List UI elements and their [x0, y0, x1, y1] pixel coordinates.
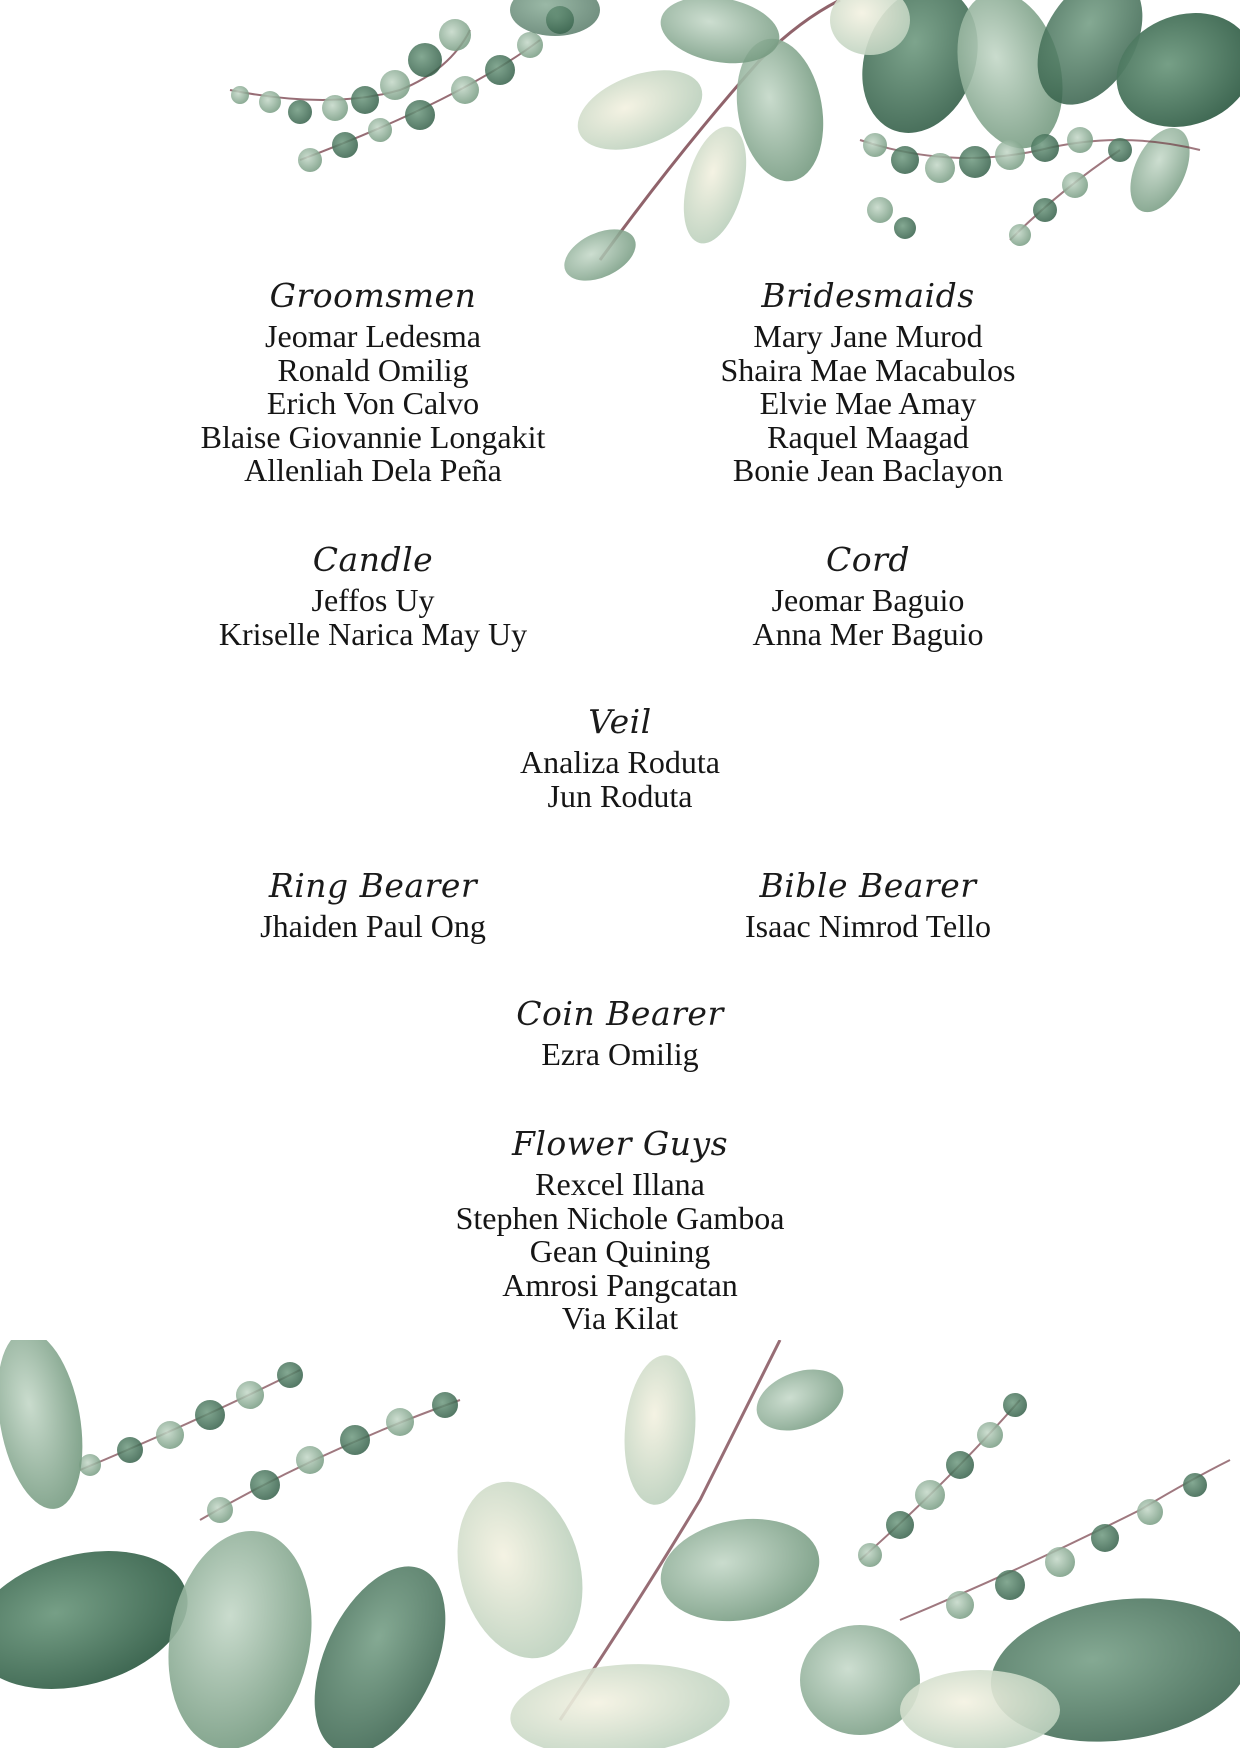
ring-bearer-section	[123, 866, 623, 944]
cord-sponsor-name: Jeomar Baguio	[771, 582, 965, 618]
flower-guys-list	[370, 1168, 870, 1336]
flower-guy-name: Via Kilat	[561, 1300, 679, 1336]
groomsmen-list	[123, 320, 623, 488]
bridesmaids-section	[618, 276, 1118, 488]
flower-guy-name: Amrosi Pangcatan	[502, 1266, 738, 1303]
groomsman-name: Allenliah Dela Peña	[244, 452, 502, 488]
cord-section	[618, 540, 1118, 651]
bible-bearer-name: Isaac Nimrod Tello	[745, 908, 991, 944]
bridesmaid-name: Raquel Maagad	[767, 418, 969, 455]
flower-guys-section	[370, 1124, 870, 1336]
bible-bearer-heading: Bible Bearer	[759, 866, 977, 905]
candle-heading: Candle	[312, 540, 434, 579]
bridesmaid-name: Shaira Mae Macabulos	[720, 351, 1016, 388]
bridesmaid-name: Bonie Jean Baclayon	[732, 452, 1004, 488]
coin-bearer-list	[370, 1038, 870, 1072]
candle-sponsor-name: Jeffos Uy	[311, 582, 435, 618]
ring-bearer-name: Jhaiden Paul Ong	[260, 908, 486, 944]
veil-section	[370, 702, 870, 813]
coin-bearer-heading: Coin Bearer	[516, 994, 724, 1033]
candle-list	[123, 584, 623, 651]
coin-bearer-section	[370, 994, 870, 1072]
ring-bearer-heading: Ring Bearer	[268, 866, 478, 905]
flower-guy-name: Gean Quining	[529, 1233, 711, 1269]
cord-list	[618, 584, 1118, 651]
bridesmaid-name: Mary Jane Murod	[753, 318, 983, 354]
cord-sponsor-name: Anna Mer Baguio	[752, 615, 984, 652]
veil-list	[370, 746, 870, 813]
veil-heading: Veil	[588, 702, 652, 741]
veil-sponsor-name: Jun Roduta	[547, 777, 693, 814]
coin-bearer-name: Ezra Omilig	[541, 1036, 699, 1072]
groomsman-name: Blaise Giovannie Longakit	[200, 418, 546, 455]
bridesmaids-list	[618, 320, 1118, 488]
cord-heading: Cord	[825, 540, 911, 579]
flower-guy-name: Stephen Nichole Gamboa	[455, 1199, 785, 1236]
veil-sponsor-name: Analiza Roduta	[520, 744, 720, 780]
groomsman-name: Jeomar Ledesma	[265, 318, 481, 354]
groomsman-name: Erich Von Calvo	[266, 385, 480, 421]
bridesmaid-name: Elvie Mae Amay	[759, 385, 977, 421]
candle-sponsor-name: Kriselle Narica May Uy	[218, 615, 528, 652]
ring-bearer-list	[123, 910, 623, 944]
candle-section	[123, 540, 623, 651]
groomsman-name: Ronald Omilig	[277, 351, 469, 388]
flower-guys-heading: Flower Guys	[511, 1124, 729, 1163]
groomsmen-heading: Groomsmen	[269, 276, 477, 315]
bible-bearer-section	[618, 866, 1118, 944]
bottom-eucalyptus-decoration	[0, 1340, 1240, 1748]
bible-bearer-list	[618, 910, 1118, 944]
flower-guy-name: Rexcel Illana	[535, 1166, 705, 1202]
top-eucalyptus-decoration	[0, 0, 1240, 320]
groomsmen-section	[123, 276, 623, 488]
bridesmaids-heading: Bridesmaids	[761, 276, 975, 315]
